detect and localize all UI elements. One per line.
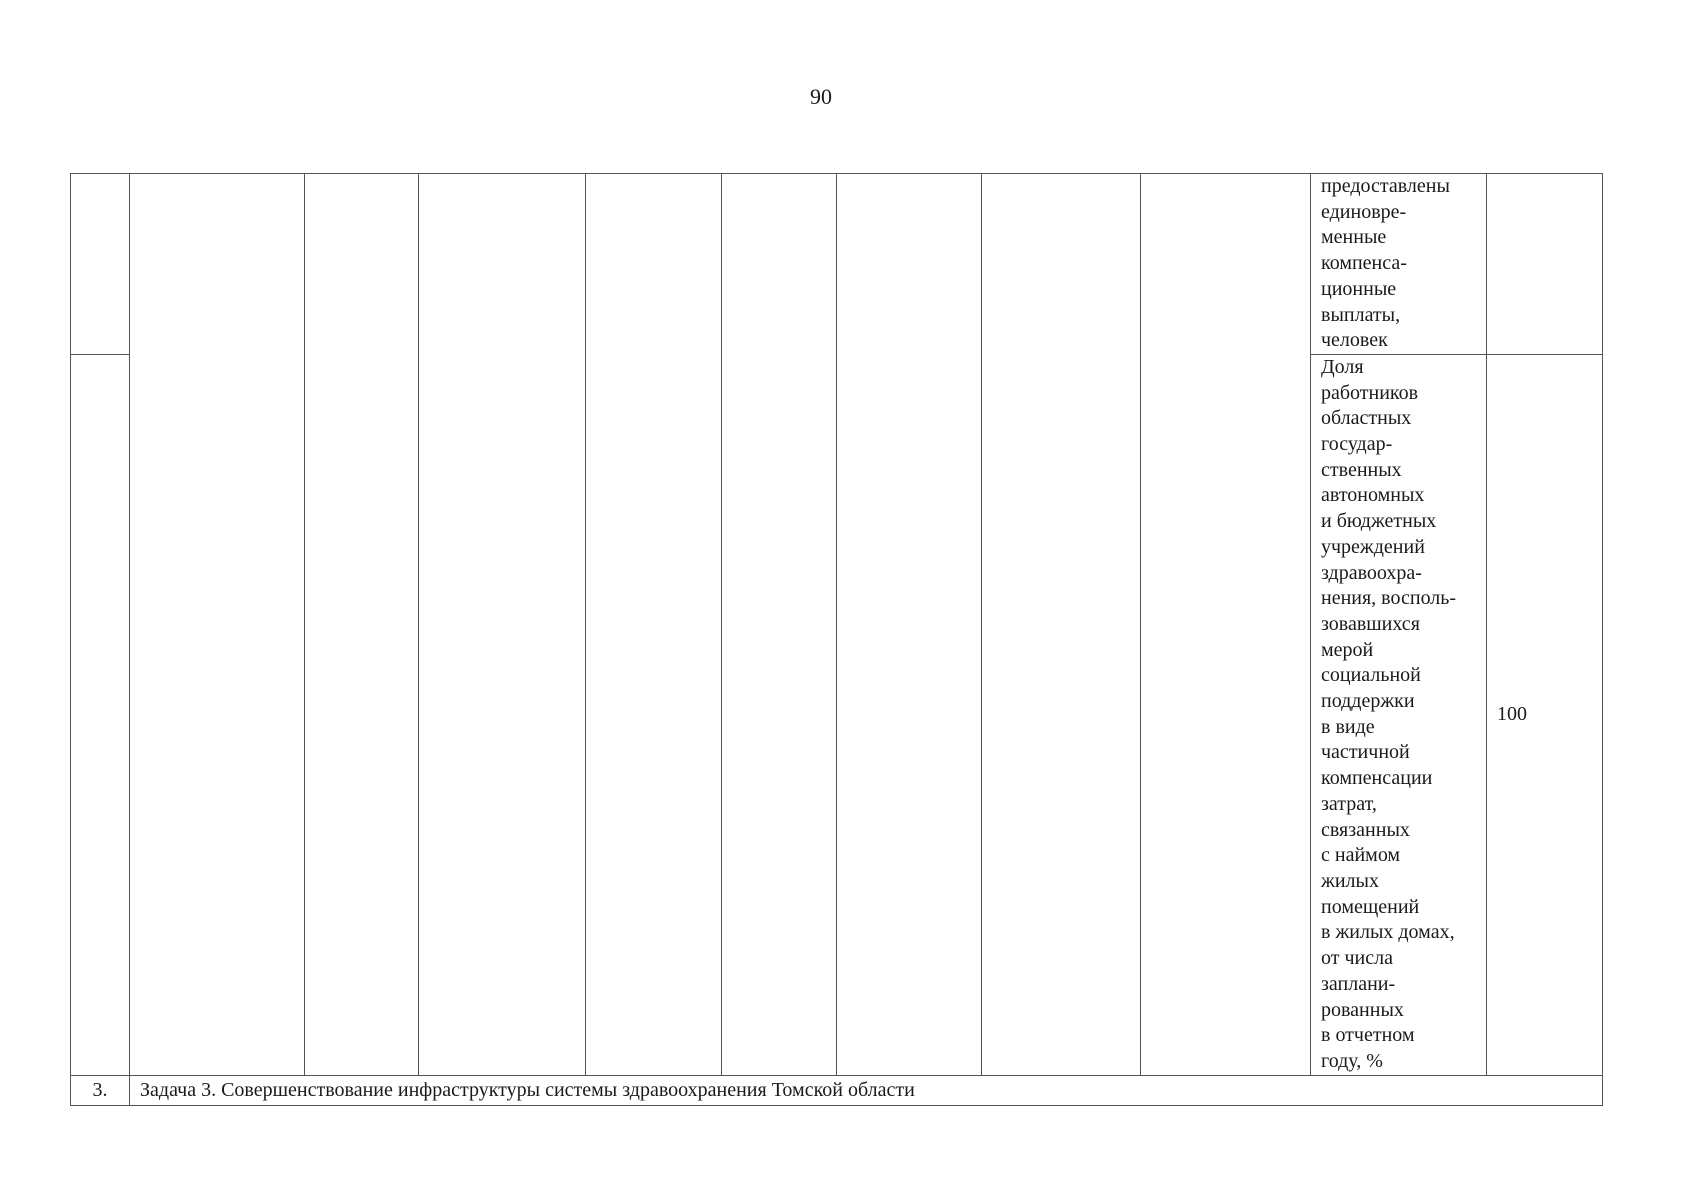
indicator-line: мерой (1321, 638, 1374, 661)
indicator-line: заплани- (1321, 972, 1396, 995)
indicator-line: автономных (1321, 484, 1425, 507)
indicator-line: ционные (1321, 277, 1397, 300)
number-cell (71, 354, 130, 1075)
indicator-line: в отчетном (1321, 1024, 1415, 1047)
indicator-line: единовре- (1321, 200, 1407, 223)
indicator-line: Доля (1321, 355, 1364, 378)
empty-cell (982, 174, 1141, 1076)
page-number: 90 (810, 84, 832, 109)
table-row (71, 174, 1603, 355)
indicator-line: затрат, (1321, 792, 1377, 815)
indicator-line: выплаты, (1321, 303, 1401, 326)
indicator-line: предоставлены (1321, 175, 1450, 197)
program-table (70, 173, 1603, 1106)
indicator-cell (1311, 174, 1487, 355)
empty-cell (722, 174, 837, 1076)
indicator-line: областных (1321, 407, 1412, 430)
indicator-line: рованных (1321, 998, 1404, 1021)
indicator-line: нения, восполь- (1321, 587, 1457, 610)
indicator-line: ственных (1321, 458, 1402, 481)
task-row (71, 1075, 1603, 1106)
empty-cell (837, 174, 982, 1076)
value-cell (1487, 174, 1603, 355)
indicator-cell (1311, 354, 1487, 1075)
task-number: 3. (71, 1075, 130, 1106)
indicator-line: работников (1321, 381, 1419, 404)
indicator-line: в виде (1321, 715, 1375, 738)
empty-cell (586, 174, 722, 1076)
empty-cell (1141, 174, 1311, 1076)
indicator-line: связанных (1321, 818, 1410, 841)
indicator-line: социальной (1321, 664, 1421, 687)
indicator-line: поддержки (1321, 690, 1415, 713)
indicator-line: и бюджетных (1321, 510, 1437, 533)
indicator-line: помещений (1321, 895, 1420, 918)
empty-cell (305, 174, 419, 1076)
indicator-line: здравоохра- (1321, 561, 1422, 584)
name-cell (130, 174, 305, 1076)
indicator-line: частичной (1321, 741, 1410, 764)
indicator-line: зовавшихся (1321, 612, 1420, 635)
indicator-line: жилых (1321, 869, 1379, 892)
empty-cell (419, 174, 586, 1076)
indicator-line: в жилых домах, (1321, 921, 1455, 944)
indicator-line: от числа (1321, 947, 1393, 970)
value-cell: 100 (1487, 354, 1603, 1075)
indicator-line: учреждений (1321, 535, 1425, 558)
task-title: Задача 3. Совершенствование инфраструктуры системы здравоохранения Томской области (130, 1075, 1603, 1106)
indicator-line: с наймом (1321, 844, 1401, 867)
indicator-line: государ- (1321, 433, 1393, 456)
number-cell (71, 174, 130, 355)
indicator-line: менные (1321, 226, 1387, 249)
indicator-line: году, % (1321, 1049, 1383, 1072)
indicator-line: человек (1321, 329, 1388, 352)
indicator-line: компенса- (1321, 252, 1407, 275)
indicator-line: компенсации (1321, 767, 1433, 790)
